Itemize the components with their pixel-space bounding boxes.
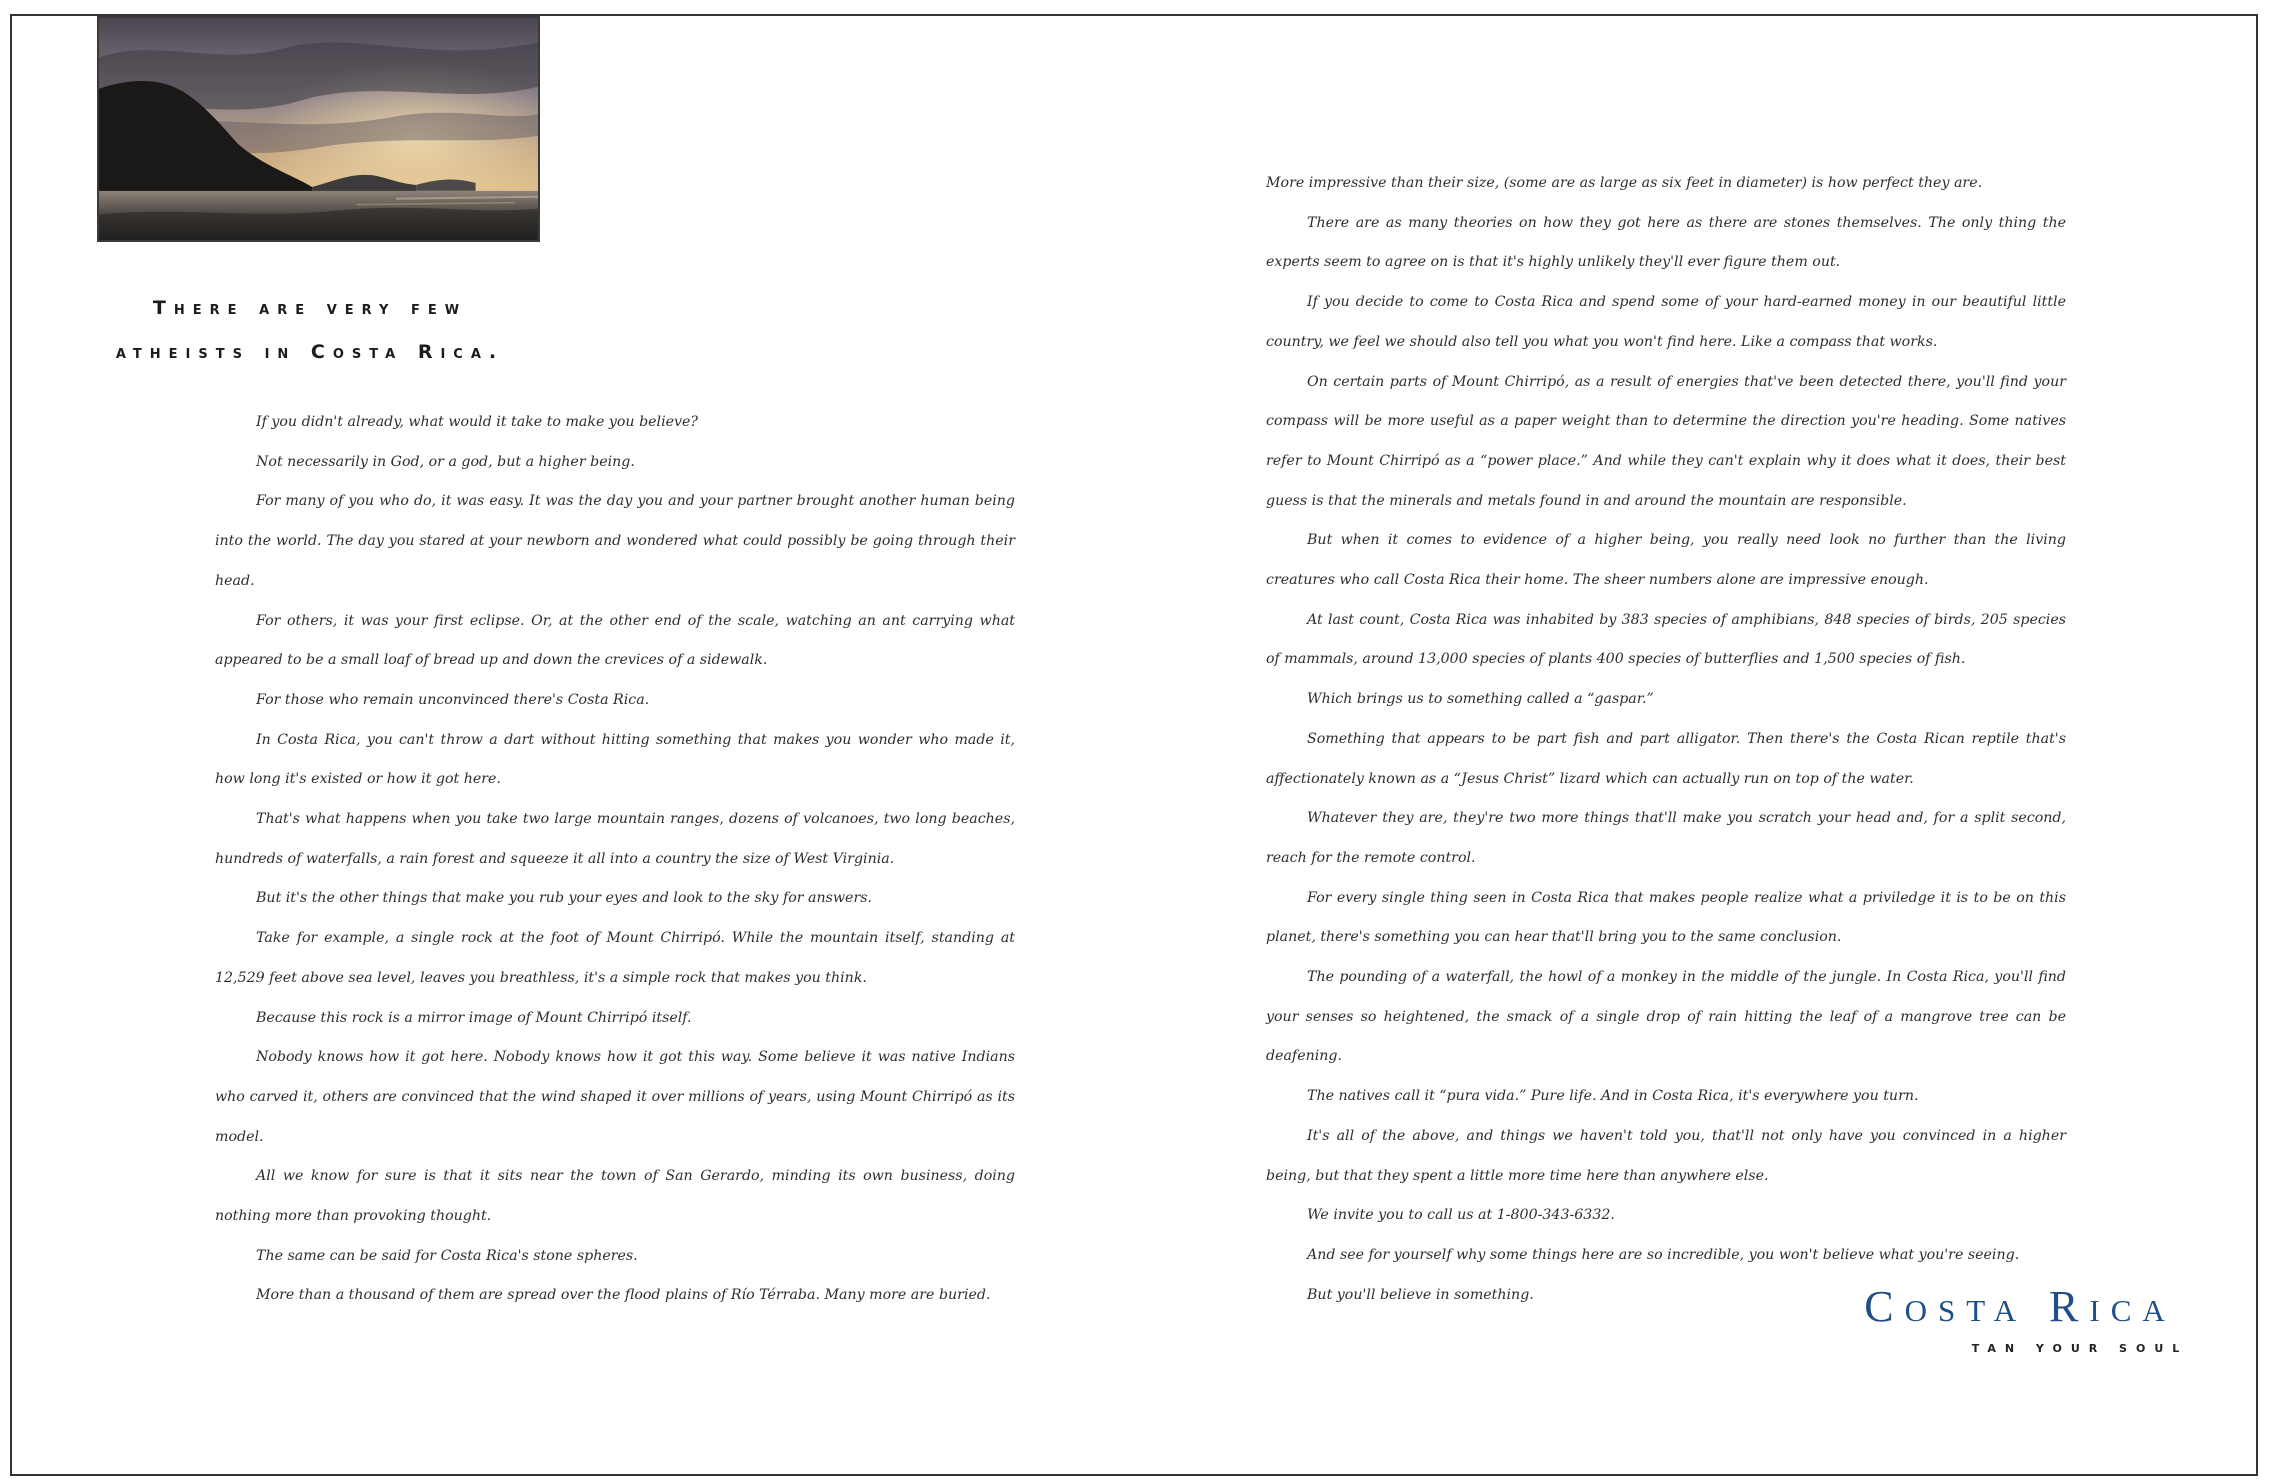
paragraph: There are as many theories on how they got here as there are stones themselves. The only thing the experts seem to agree on is that it's highly unlikely they'll ever figure them out.: [1266, 214, 2066, 271]
sunset-photo: [97, 16, 540, 242]
paragraph: More than a thousand of them are spread over the flood plains of Río Térraba. Many more are buried.: [256, 1287, 991, 1304]
body-copy-right-column: [1266, 164, 2066, 1315]
paragraph: Which brings us to something called a “gaspar.”: [1307, 691, 1654, 708]
paragraph: That's what happens when you take two large mountain ranges, dozens of volcanoes, two long beaches, hundreds of waterfalls, a rain forest and squeeze it all into a country the size of West Virginia.: [215, 811, 1015, 867]
paragraph: If you decide to come to Costa Rica and spend some of your hard-earned money in our beautiful little country, we feel we should also tell you what you won't find here. Like a compass that works.: [1266, 294, 2066, 350]
paragraph: On certain parts of Mount Chirripó, as a result of energies that've been detected there, you'll find your compass will be more useful as a paper weight than to determine the direction you're heading. Some natives refer to Mount Chirripó as a “power place.” And while they can't explain why it does what it does, their best guess is that the minerals and metals found in and around the mountain are responsible.: [1266, 373, 2066, 509]
paragraph: Take for example, a single rock at the foot of Mount Chirripó. While the mountain itself, standing at 12,529 feet above sea level, leaves you breathless, it's a simple rock that makes you think.: [215, 930, 1015, 986]
headline-line-2: atheists in Costa Rica.: [115, 341, 505, 363]
body-copy-left-column: [215, 403, 1015, 1316]
paragraph: The same can be said for Costa Rica's stone spheres.: [256, 1247, 638, 1264]
phone-number-paragraph: We invite you to call us at 1-800-343-6332.: [1307, 1207, 1615, 1224]
paragraph: Nobody knows how it got here. Nobody knows how it got this way. Some believe it was native Indians who carved it, others are convinced that the wind shaped it over millions of years, using Mount Chirripó as its model.: [215, 1049, 1015, 1145]
sunset-seascape-image: [99, 18, 538, 240]
paragraph: For those who remain unconvinced there's Costa Rica.: [256, 691, 650, 708]
paragraph: But it's the other things that make you rub your eyes and look to the sky for answers.: [256, 890, 873, 907]
paragraph: In Costa Rica, you can't throw a dart without hitting something that makes you wonder who made it, how long it's existed or how it got here.: [215, 731, 1015, 788]
headline: [110, 286, 510, 374]
paragraph: Something that appears to be part fish and part alligator. Then there's the Costa Rican reptile that's affectionately known as a “Jesus Christ” lizard which can actually run on top of the water.: [1266, 730, 2066, 787]
paragraph: But when it comes to evidence of a higher being, you really need look no further than the living creatures who call Costa Rica their home. The sheer numbers alone are impressive enough.: [1266, 532, 2066, 589]
paragraph: Because this rock is a mirror image of Mount Chirripó itself.: [256, 1009, 692, 1026]
paragraph: The pounding of a waterfall, the howl of a monkey in the middle of the jungle. In Costa Rica, you'll find your senses so heightened, the smack of a single drop of rain hitting the leaf of a mangrove tree can be deafening.: [1266, 969, 2066, 1065]
logo-tagline: TAN YOUR SOUL: [1971, 1342, 2189, 1355]
paragraph: Not necessarily in God, or a god, but a higher being.: [256, 453, 635, 470]
paragraph: It's all of the above, and things we haven't told you, that'll not only have you convinced in a higher being, but that they spent a little more time here than anywhere else.: [1266, 1127, 2066, 1184]
paragraph: Whatever they are, they're two more things that'll make you scratch your head and, for a split second, reach for the remote control.: [1266, 810, 2066, 866]
paragraph: If you didn't already, what would it take to make you believe?: [256, 414, 699, 430]
paragraph: For others, it was your first eclipse. Or, at the other end of the scale, watching an ant carrying what appeared to be a small loaf of bread up and down the crevices of a sidewalk.: [215, 612, 1015, 669]
paragraph: For many of you who do, it was easy. It was the day you and your partner brought another human being into the world. The day you stared at your newborn and wondered what could possibly be going through their head.: [215, 493, 1015, 589]
paragraph: All we know for sure is that it sits near the town of San Gerardo, minding its own business, doing nothing more than provoking thought.: [215, 1168, 1015, 1225]
logo-wordmark: Costa Rica: [1864, 1282, 2176, 1331]
paragraph: But you'll believe in something.: [1307, 1286, 1534, 1303]
costa-rica-logo: [1820, 1282, 2220, 1355]
paragraph: And see for yourself why some things here are so incredible, you won't believe what you're seeing.: [1307, 1246, 2020, 1263]
paragraph: The natives call it “pura vida.” Pure life. And in Costa Rica, it's everywhere you turn.: [1307, 1088, 1919, 1105]
paragraph: At last count, Costa Rica was inhabited by 383 species of amphibians, 848 species of birds, 205 species of mammals, around 13,000 species of plants 400 species of butterflies and 1,500 species of fish.: [1266, 611, 2066, 668]
headline-line-1: There are very few: [152, 297, 468, 319]
paragraph: More impressive than their size, (some are as large as six feet in diameter) is how perfect they are.: [1266, 175, 1983, 191]
paragraph: For every single thing seen in Costa Rica that makes people realize what a priviledge it is to be on this planet, there's something you can hear that'll bring you to the same conclusion.: [1266, 889, 2066, 946]
